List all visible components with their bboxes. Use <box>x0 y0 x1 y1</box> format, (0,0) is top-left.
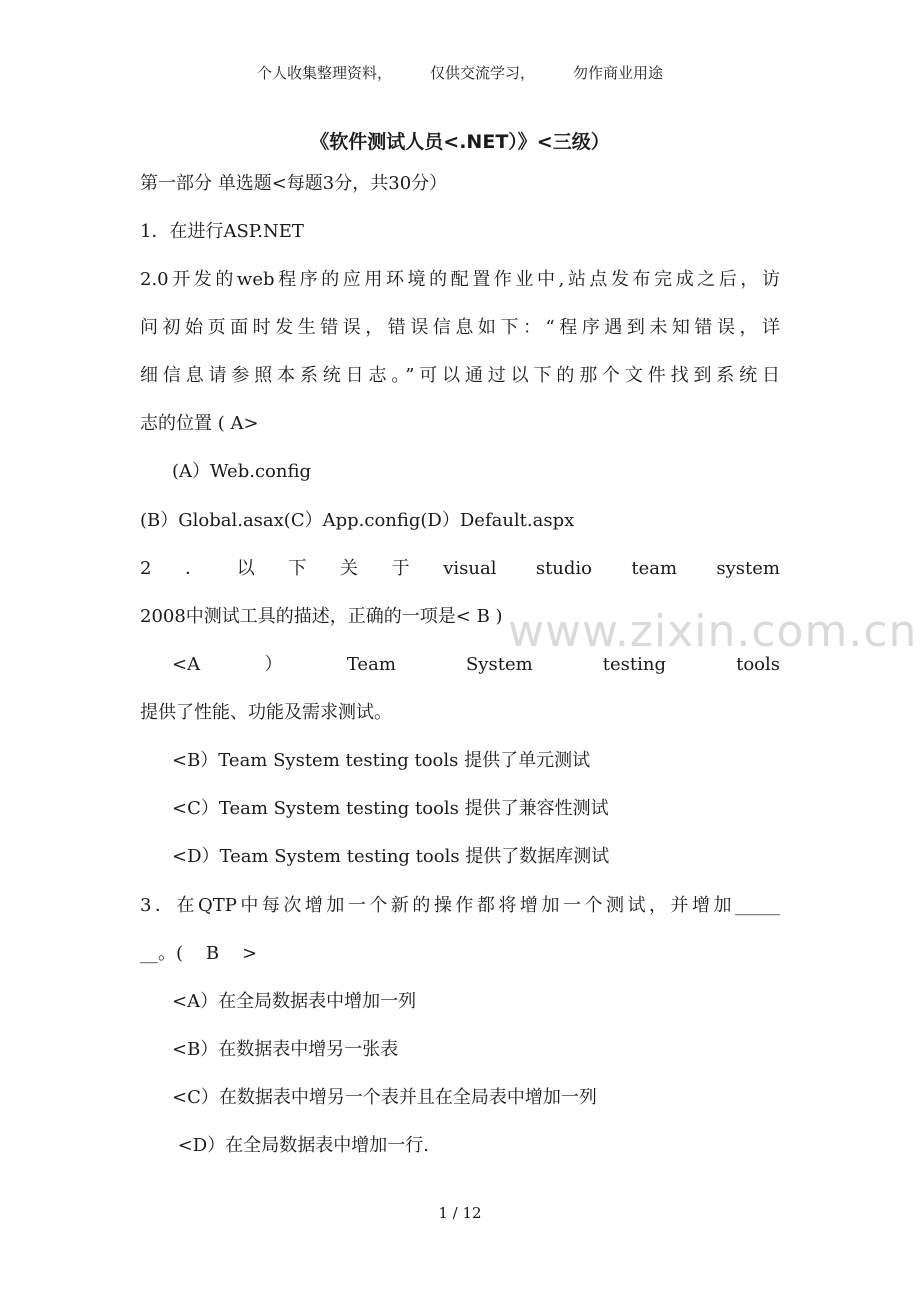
header-text-1: 个人收集整理资料， <box>256 64 392 82</box>
question-3-option-d: <D）在全局数据表中增加一行. <box>172 1135 429 1156</box>
header-text-3: 勿作商业用途 <box>573 64 664 82</box>
question-3-option-c: <C）在数据表中增另一个表并且在全局表中增加一列 <box>172 1087 597 1108</box>
question-3-option-b: <B）在数据表中增另一张表 <box>172 1039 399 1060</box>
page-header <box>0 62 920 83</box>
header-text-2: 仅供交流学习， <box>429 64 535 82</box>
question-1-line-3: 问初始页面时发生错误，错误信息如下：“程序遇到未知错误，详 <box>140 317 780 338</box>
question-2-option-b: <B）Team System testing tools 提供了单元测试 <box>172 750 591 771</box>
document-title: 《软件测试人员<.NET）》<三级） <box>310 131 610 153</box>
question-1-options-bcd: (B）Global.asax(C）App.config(D）Default.aspx <box>140 510 575 531</box>
question-1-line-4: 细信息请参照本系统日志。”可以通过以下的那个文件找到系统日 <box>140 365 780 386</box>
question-1-line-1: 1．在进行ASP.NET <box>140 221 304 242</box>
question-2-line-1: 2．以下关于visual studio team system <box>140 558 780 579</box>
question-1-line-5: 志的位置 ( A> <box>140 413 259 434</box>
question-1-option-a: (A）Web.config <box>172 461 311 482</box>
question-3-option-a: <A）在全局数据表中增加一列 <box>172 991 417 1012</box>
question-2-line-2: 2008中测试工具的描述，正确的一项是< B ) <box>140 606 503 627</box>
question-2-option-d: <D）Team System testing tools 提供了数据库测试 <box>172 846 610 867</box>
page-number: 1 / 12 <box>438 1204 482 1222</box>
question-1-line-2: 2.0开发的web程序的应用环境的配置作业中,站点发布完成之后，访 <box>140 269 780 290</box>
question-3-line-2: __。( B > <box>140 943 258 964</box>
question-2-option-a-line-1: <A）Team System testing tools <box>172 654 780 675</box>
section-heading: 第一部分 单选题<每题3分，共30分） <box>140 173 448 194</box>
question-3-line-1: 3．在QTP中每次增加一个新的操作都将增加一个测试，并增加_____ <box>140 895 780 916</box>
watermark: www.zixin.com.cn <box>508 606 918 657</box>
question-2-option-a-line-2: 提供了性能、功能及需求测试。 <box>140 702 392 723</box>
question-2-option-c: <C）Team System testing tools 提供了兼容性测试 <box>172 798 609 819</box>
